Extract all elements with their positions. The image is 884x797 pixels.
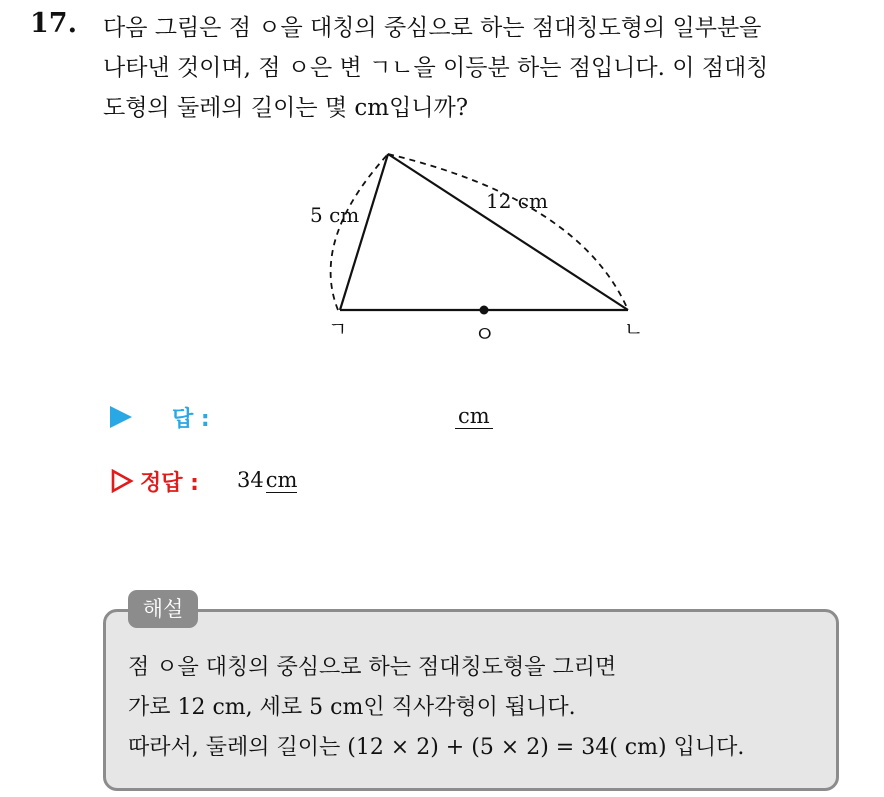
question-line: 나타낸 것이며, 점 ㅇ은 변 ㄱㄴ을 이등분 하는 점입니다. 이 점대칭 bbox=[103, 55, 769, 81]
triangle-figure bbox=[290, 140, 670, 360]
label-vertex-right: ㄴ bbox=[624, 317, 644, 341]
label-side-left: 5 cm bbox=[310, 203, 360, 227]
outline-arrow-icon bbox=[110, 469, 134, 493]
label-vertex-left: ㄱ bbox=[328, 317, 348, 341]
label-center: ㅇ bbox=[474, 323, 496, 348]
question-text bbox=[103, 8, 873, 128]
play-arrow-icon bbox=[110, 406, 132, 428]
explanation-tag: 해설 bbox=[128, 590, 198, 628]
correct-answer-label: 정답 : bbox=[140, 471, 199, 496]
side-left bbox=[340, 154, 388, 310]
center-point bbox=[480, 306, 489, 315]
side-right bbox=[388, 154, 628, 310]
explanation-line: 점 ㅇ을 대칭의 중심으로 하는 점대칭도형을 그리면 bbox=[128, 655, 617, 680]
answer-label: 답 : bbox=[172, 407, 210, 432]
answer-blank[interactable]: cm bbox=[455, 404, 493, 429]
label-side-right: 12 cm bbox=[486, 189, 548, 213]
correct-number: 34 bbox=[237, 468, 264, 492]
explanation-line: 따라서, 둘레의 길이는 (12 × 2) + (5 × 2) = 34( cm) 입니다. bbox=[128, 735, 745, 760]
explanation-text bbox=[128, 648, 744, 768]
correct-unit: cm bbox=[265, 468, 298, 492]
question-line: 다음 그림은 점 ㅇ을 대칭의 중심으로 하는 점대칭도형의 일부분을 bbox=[103, 15, 762, 41]
correct-answer-value bbox=[237, 468, 297, 492]
explanation-line: 가로 12 cm, 세로 5 cm인 직사각형이 됩니다. bbox=[128, 695, 576, 720]
dashed-arc-left bbox=[331, 154, 388, 310]
question-line: 도형의 둘레의 길이는 몇 cm입니까? bbox=[103, 95, 469, 121]
question-number: 17. bbox=[30, 8, 77, 39]
